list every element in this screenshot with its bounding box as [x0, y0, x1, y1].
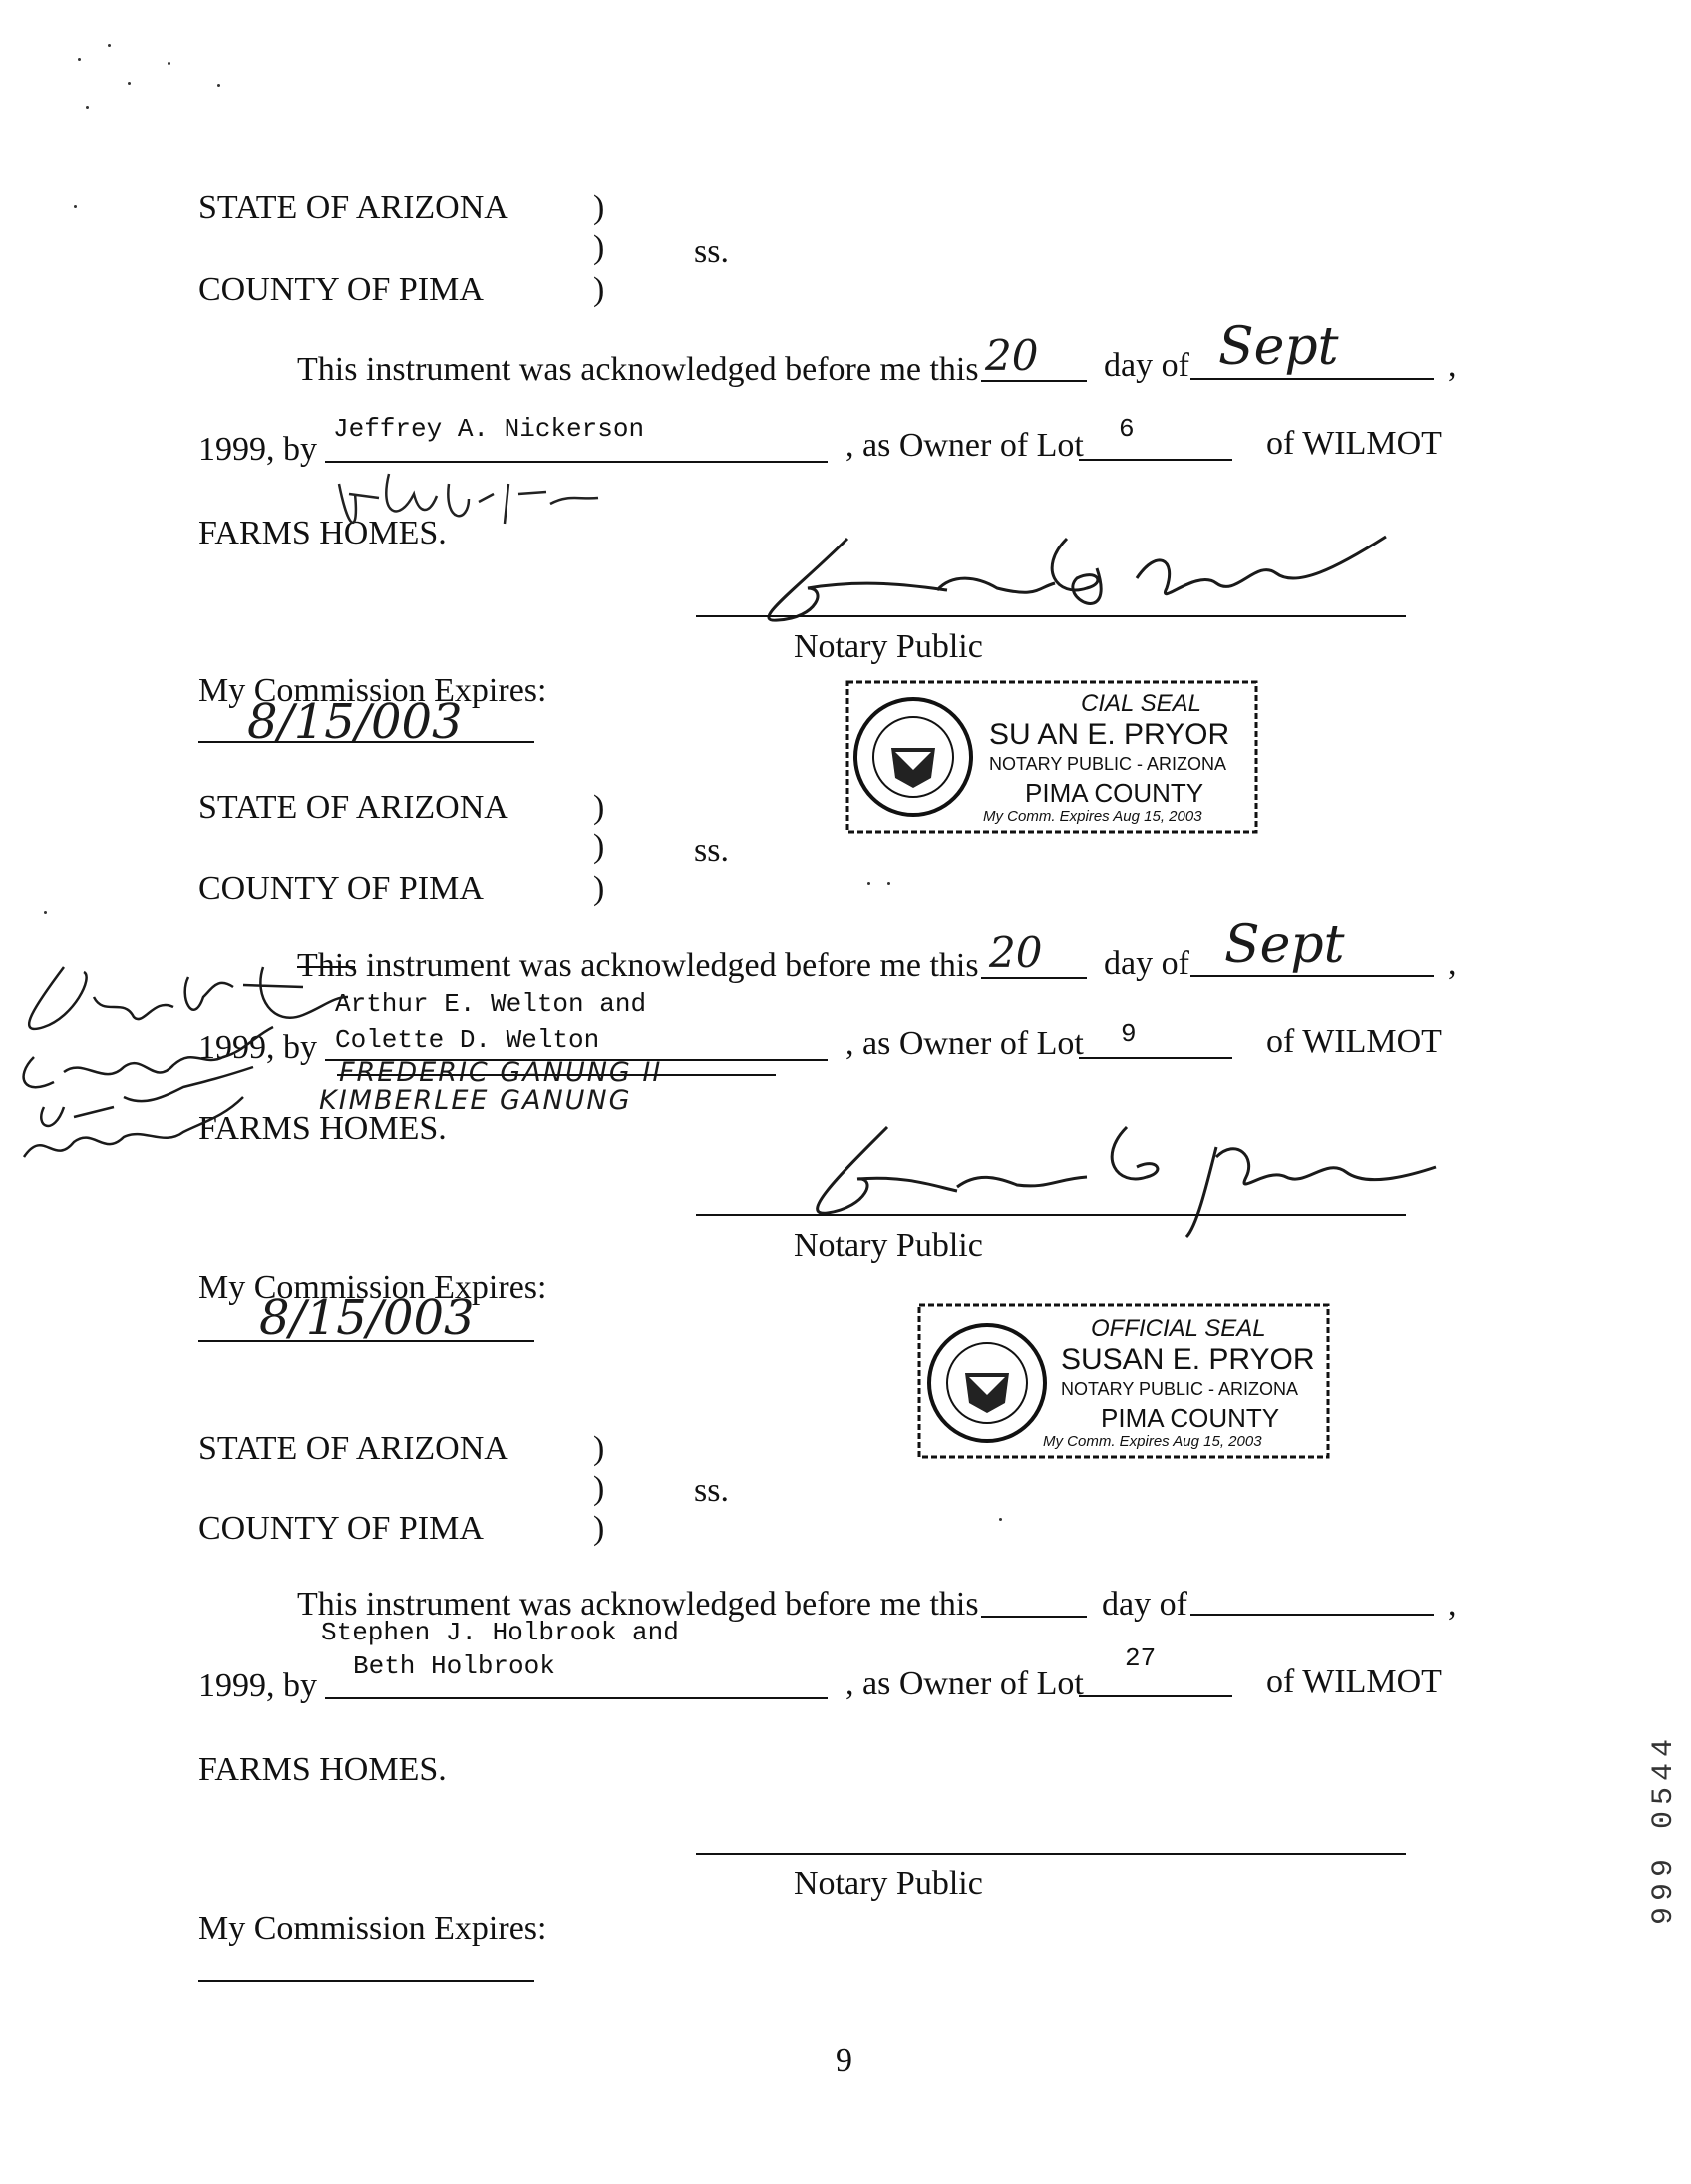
comma: ,: [1448, 347, 1457, 384]
day-of-label: day of: [1104, 347, 1189, 384]
paren: ): [593, 870, 605, 907]
seal-name: SU AN E. PRYOR: [989, 718, 1230, 751]
scan-speck: [887, 882, 890, 885]
scan-speck: [86, 106, 89, 109]
paren: ): [593, 1430, 605, 1467]
owner-of-lot-label: , as Owner of Lot: [846, 427, 1084, 464]
page-number: 9: [836, 2042, 852, 2079]
ss-label: ss.: [694, 233, 729, 270]
owner-signatures: [4, 957, 353, 1177]
owner-of-lot-label: , as Owner of Lot: [846, 1665, 1084, 1702]
owner-name-line-2: Colette D. Welton: [335, 1025, 600, 1055]
recording-number: 999 0544: [1647, 1732, 1681, 1925]
notary-signature: [738, 529, 1416, 638]
month-value: Sept: [1224, 915, 1345, 975]
farms-homes-label: FARMS HOMES.: [198, 515, 447, 551]
owner-of-lot-label: , as Owner of Lot: [846, 1025, 1084, 1062]
day-value: 20: [985, 331, 1039, 380]
handwritten-owner-name-1: FREDERIC GANUNG II: [339, 1057, 663, 1088]
commission-date: 8/15/003: [247, 694, 463, 750]
ack-text: This instrument was acknowledged before me this: [297, 1586, 979, 1623]
seal-expiry: My Comm. Expires Aug 15, 2003: [983, 808, 1202, 825]
farms-homes-label: FARMS HOMES.: [198, 1751, 447, 1788]
of-wilmot-label: of WILMOT: [1266, 425, 1442, 462]
official-seal-stamp: [844, 678, 1260, 836]
county-label: COUNTY OF PIMA: [198, 1510, 484, 1547]
seal-title: OFFICIAL SEAL: [1091, 1315, 1266, 1342]
paren: ): [593, 229, 605, 266]
county-label: COUNTY OF PIMA: [198, 271, 484, 308]
day-value: 20: [989, 928, 1043, 977]
day-of-label: day of: [1102, 1586, 1187, 1623]
county-label: COUNTY OF PIMA: [198, 870, 484, 907]
paren: ): [593, 271, 605, 308]
seal-commission: NOTARY PUBLIC - ARIZONA: [989, 754, 1227, 774]
commission-date: 8/15/003: [259, 1290, 475, 1346]
scan-speck: [168, 62, 170, 65]
handwritten-owner-name-2: KIMBERLEE GANUNG: [319, 1085, 632, 1116]
year-by-label: 1999, by: [198, 1029, 317, 1066]
ss-label: ss.: [694, 1472, 729, 1509]
owner-name-line-1: Stephen J. Holbrook and: [321, 1618, 679, 1647]
owner-name-line-1: Arthur E. Welton and: [335, 989, 647, 1019]
of-wilmot-label: of WILMOT: [1266, 1663, 1442, 1700]
ss-label: ss.: [694, 832, 729, 869]
notary-public-label: Notary Public: [794, 628, 983, 665]
scan-speck: [44, 911, 47, 914]
notary-public-label: Notary Public: [794, 1227, 983, 1264]
day-of-label: day of: [1104, 945, 1189, 982]
seal-county: PIMA COUNTY: [1025, 778, 1204, 808]
paren: ): [593, 1510, 605, 1547]
comma: ,: [1448, 1586, 1457, 1623]
state-label: STATE OF ARIZONA: [198, 189, 508, 226]
scan-speck: [74, 205, 77, 208]
of-wilmot-label: of WILMOT: [1266, 1023, 1442, 1060]
seal-county: PIMA COUNTY: [1101, 1403, 1280, 1433]
commission-expires-label: My Commission Expires:: [198, 1910, 547, 1947]
lot-number: 6: [1119, 414, 1135, 444]
scan-speck: [128, 82, 131, 85]
owner-signature: [319, 454, 618, 544]
ack-text: This instrument was acknowledged before me this: [297, 947, 979, 984]
farms-homes-label: FARMS HOMES.: [198, 1110, 447, 1147]
commission-expires-label: My Commission Expires:: [198, 1270, 547, 1306]
paren: ): [593, 828, 605, 865]
notary-public-label: Notary Public: [794, 1865, 983, 1902]
owner-name-line-1: Jeffrey A. Nickerson: [333, 414, 645, 444]
year-by-label: 1999, by: [198, 431, 317, 468]
scan-speck: [217, 84, 220, 87]
state-label: STATE OF ARIZONA: [198, 789, 508, 826]
paren: ): [593, 189, 605, 226]
month-value: Sept: [1218, 317, 1339, 377]
scan-speck: [999, 1518, 1002, 1521]
lot-number: 9: [1121, 1019, 1137, 1049]
seal-commission: NOTARY PUBLIC - ARIZONA: [1061, 1379, 1299, 1399]
scan-speck: [78, 58, 81, 61]
owner-name-line-2: Beth Holbrook: [353, 1651, 555, 1681]
paren: ): [593, 1470, 605, 1507]
scan-speck: [108, 44, 111, 47]
state-label: STATE OF ARIZONA: [198, 1430, 508, 1467]
seal-title: CIAL SEAL: [1081, 690, 1201, 717]
official-seal-stamp: [915, 1301, 1332, 1461]
paren: ): [593, 789, 605, 826]
ack-text: This instrument was acknowledged before me this: [297, 351, 979, 388]
year-by-label: 1999, by: [198, 1667, 317, 1704]
scan-speck: [867, 882, 870, 885]
comma: ,: [1448, 945, 1457, 982]
lot-number: 27: [1125, 1643, 1157, 1673]
commission-expires-label: My Commission Expires:: [198, 672, 547, 709]
seal-name: SUSAN E. PRYOR: [1061, 1343, 1315, 1376]
seal-expiry: My Comm. Expires Aug 15, 2003: [1043, 1433, 1262, 1450]
